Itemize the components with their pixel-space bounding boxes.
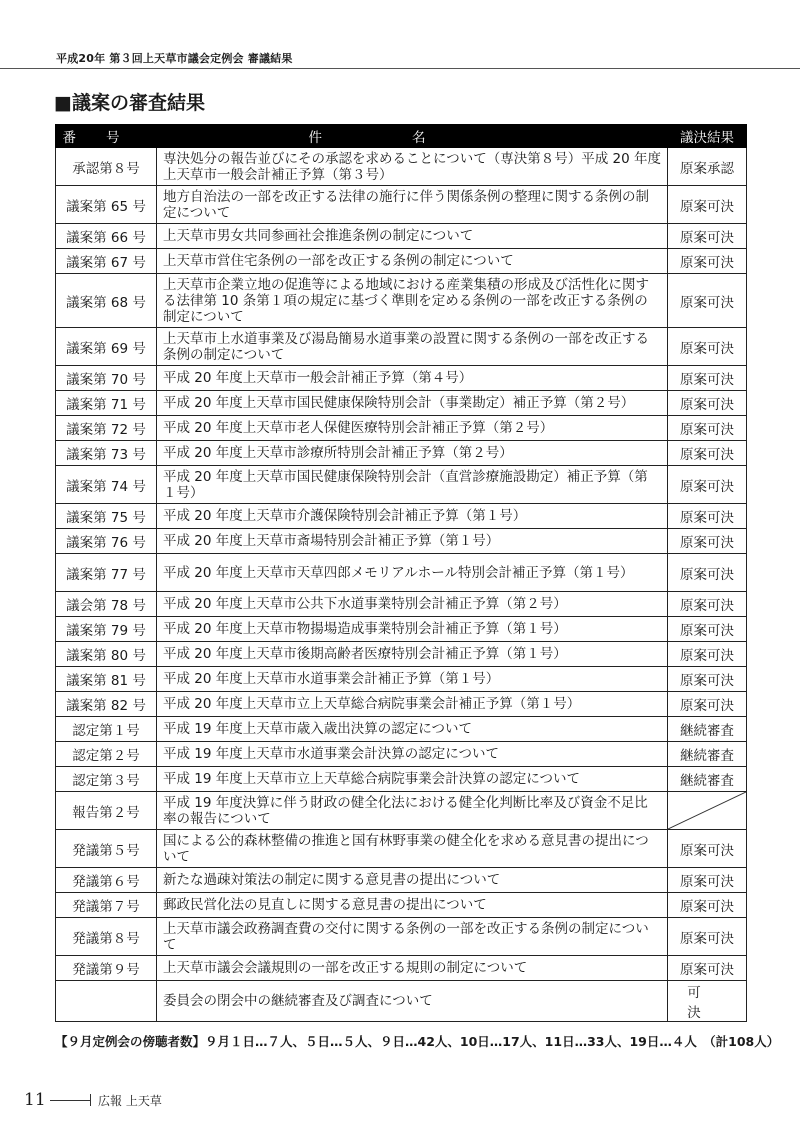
row-result: 可決 bbox=[668, 981, 747, 1022]
row-number: 議案第 80 号 bbox=[56, 642, 157, 667]
table-row bbox=[56, 692, 747, 717]
table-row bbox=[56, 529, 747, 554]
row-title: 上天草市議会政務調査費の交付に関する条例の一部を改正する条例の制定について bbox=[157, 918, 668, 956]
table-row bbox=[56, 249, 747, 274]
table-row bbox=[56, 742, 747, 767]
footer-divider bbox=[90, 1094, 91, 1106]
row-title: 上天草市企業立地の促進等による地域における産業集積の形成及び活性化に関する法律第 10 条第１項の規定に基づく準則を定める条例の一部を改正する条例の制定について bbox=[157, 274, 668, 328]
table-row bbox=[56, 274, 747, 328]
row-result: 原案可決 bbox=[668, 441, 747, 466]
row-title: 平成 20 年度上天草市介護保険特別会計補正予算（第１号） bbox=[157, 504, 668, 529]
row-number: 議案第 73 号 bbox=[56, 441, 157, 466]
row-number: 発議第６号 bbox=[56, 868, 157, 893]
row-title: 平成 20 年度上天草市水道事業会計補正予算（第１号） bbox=[157, 667, 668, 692]
section-title: ■議案の審査結果 bbox=[54, 92, 205, 114]
column-header-result: 議決結果 bbox=[668, 125, 747, 148]
row-number: 認定第１号 bbox=[56, 717, 157, 742]
row-number: 承認第８号 bbox=[56, 148, 157, 186]
table-header-row bbox=[56, 125, 747, 148]
row-number: 発議第７号 bbox=[56, 893, 157, 918]
row-number: 議案第 72 号 bbox=[56, 416, 157, 441]
table-row bbox=[56, 642, 747, 667]
row-title: 上天草市上水道事業及び湯島簡易水道事業の設置に関する条例の一部を改正する条例の制定について bbox=[157, 328, 668, 366]
document-header: 平成20年 第３回上天草市議会定例会 審議結果 bbox=[56, 52, 293, 65]
row-result: 原案可決 bbox=[668, 554, 747, 592]
row-title: 委員会の閉会中の継続審査及び調査について bbox=[157, 981, 668, 1022]
row-result: 原案可決 bbox=[668, 224, 747, 249]
row-title: 平成 20 年度上天草市公共下水道事業特別会計補正予算（第２号） bbox=[157, 592, 668, 617]
table-row bbox=[56, 441, 747, 466]
row-number: 認定第２号 bbox=[56, 742, 157, 767]
row-title: 平成 20 年度上天草市後期高齢者医療特別会計補正予算（第１号） bbox=[157, 642, 668, 667]
row-number: 報告第２号 bbox=[56, 792, 157, 830]
row-title: 地方自治法の一部を改正する法律の施行に伴う関係条例の整理に関する条例の制定について bbox=[157, 186, 668, 224]
row-title: 新たな過疎対策法の制定に関する意見書の提出について bbox=[157, 868, 668, 893]
row-result: 原案可決 bbox=[668, 466, 747, 504]
row-title: 国による公的森林整備の推進と国有林野事業の健全化を求める意見書の提出について bbox=[157, 830, 668, 868]
row-title: 平成 20 年度上天草市国民健康保険特別会計（直営診療施設勘定）補正予算（第１号） bbox=[157, 466, 668, 504]
row-title: 上天草市男女共同参画社会推進条例の制定について bbox=[157, 224, 668, 249]
row-title: 平成 19 年度決算に伴う財政の健全化法における健全化判断比率及び資金不足比率の報告について bbox=[157, 792, 668, 830]
row-title: 上天草市営住宅条例の一部を改正する条例の制定について bbox=[157, 249, 668, 274]
row-result: 継続審査 bbox=[668, 717, 747, 742]
row-number: 議案第 82 号 bbox=[56, 692, 157, 717]
row-result: 原案可決 bbox=[668, 667, 747, 692]
row-number: 議案第 74 号 bbox=[56, 466, 157, 504]
results-table bbox=[55, 124, 747, 1022]
table-row bbox=[56, 617, 747, 642]
row-number: 議案第 66 号 bbox=[56, 224, 157, 249]
publication-name: 広報 上天草 bbox=[98, 1094, 162, 1108]
row-title: 上天草市議会会議規則の一部を改正する規則の制定について bbox=[157, 956, 668, 981]
footer-rule bbox=[50, 1100, 90, 1101]
row-title: 平成 20 年度上天草市斎場特別会計補正予算（第１号） bbox=[157, 529, 668, 554]
table-row bbox=[56, 893, 747, 918]
table-row bbox=[56, 391, 747, 416]
row-title: 平成 19 年度上天草市歳入歳出決算の認定について bbox=[157, 717, 668, 742]
row-result: 原案可決 bbox=[668, 274, 747, 328]
row-title: 平成 20 年度上天草市診療所特別会計補正予算（第２号） bbox=[157, 441, 668, 466]
row-title: 平成 19 年度上天草市水道事業会計決算の認定について bbox=[157, 742, 668, 767]
row-title: 平成 20 年度上天草市国民健康保険特別会計（事業勘定）補正予算（第２号） bbox=[157, 391, 668, 416]
row-title: 郵政民営化法の見直しに関する意見書の提出について bbox=[157, 893, 668, 918]
table-row bbox=[56, 767, 747, 792]
row-result: 原案承認 bbox=[668, 148, 747, 186]
row-result: 原案可決 bbox=[668, 592, 747, 617]
row-number: 議案第 68 号 bbox=[56, 274, 157, 328]
table-row bbox=[56, 868, 747, 893]
row-number: 発議第８号 bbox=[56, 918, 157, 956]
row-title: 平成 20 年度上天草市一般会計補正予算（第４号） bbox=[157, 366, 668, 391]
table-row bbox=[56, 224, 747, 249]
attendance-note: 【９月定例会の傍聴者数】９月１日…７人、５日…５人、９日…42人、10日…17人、11日…33人、19日…４人 （計108人） bbox=[55, 1034, 780, 1049]
table-row bbox=[56, 981, 747, 1022]
row-result: 原案可決 bbox=[668, 918, 747, 956]
row-result: 継続審査 bbox=[668, 767, 747, 792]
table-row bbox=[56, 416, 747, 441]
row-result: 原案可決 bbox=[668, 328, 747, 366]
row-result: 原案可決 bbox=[668, 868, 747, 893]
table-row bbox=[56, 504, 747, 529]
column-header-title: 件名 bbox=[157, 125, 668, 148]
row-number: 議会第 78 号 bbox=[56, 592, 157, 617]
row-number: 議案第 77 号 bbox=[56, 554, 157, 592]
table-row bbox=[56, 186, 747, 224]
row-title: 平成 20 年度上天草市老人保健医療特別会計補正予算（第２号） bbox=[157, 416, 668, 441]
row-result: 原案可決 bbox=[668, 956, 747, 981]
table-row bbox=[56, 554, 747, 592]
row-number: 議案第 71 号 bbox=[56, 391, 157, 416]
row-number bbox=[56, 981, 157, 1022]
row-result: 原案可決 bbox=[668, 366, 747, 391]
table-row bbox=[56, 918, 747, 956]
row-number: 議案第 67 号 bbox=[56, 249, 157, 274]
row-result: 原案可決 bbox=[668, 529, 747, 554]
row-title: 専決処分の報告並びにその承認を求めることについて（専決第８号）平成 20 年度上天草市一般会計補正予算（第３号） bbox=[157, 148, 668, 186]
row-result: 原案可決 bbox=[668, 504, 747, 529]
row-title: 平成 20 年度上天草市天草四郎メモリアルホール特別会計補正予算（第１号） bbox=[157, 554, 668, 592]
table-row bbox=[56, 956, 747, 981]
row-result: 原案可決 bbox=[668, 692, 747, 717]
row-number: 議案第 76 号 bbox=[56, 529, 157, 554]
row-result: 原案可決 bbox=[668, 642, 747, 667]
row-number: 議案第 69 号 bbox=[56, 328, 157, 366]
row-result: 原案可決 bbox=[668, 830, 747, 868]
column-header-number: 番号 bbox=[56, 125, 157, 148]
row-result-empty bbox=[668, 792, 747, 830]
row-number: 議案第 65 号 bbox=[56, 186, 157, 224]
row-result: 継続審査 bbox=[668, 742, 747, 767]
row-result: 原案可決 bbox=[668, 893, 747, 918]
row-result: 原案可決 bbox=[668, 416, 747, 441]
table-row bbox=[56, 830, 747, 868]
row-title: 平成 20 年度上天草市立上天草総合病院事業会計補正予算（第１号） bbox=[157, 692, 668, 717]
row-result: 原案可決 bbox=[668, 186, 747, 224]
table-row bbox=[56, 148, 747, 186]
table-row bbox=[56, 466, 747, 504]
row-number: 議案第 79 号 bbox=[56, 617, 157, 642]
row-number: 議案第 70 号 bbox=[56, 366, 157, 391]
row-result: 原案可決 bbox=[668, 249, 747, 274]
table-row bbox=[56, 717, 747, 742]
row-number: 議案第 75 号 bbox=[56, 504, 157, 529]
row-number: 認定第３号 bbox=[56, 767, 157, 792]
table-row bbox=[56, 328, 747, 366]
row-number: 発議第９号 bbox=[56, 956, 157, 981]
table-row bbox=[56, 592, 747, 617]
diagonal-slash bbox=[668, 792, 746, 829]
header-rule bbox=[0, 68, 800, 69]
row-number: 議案第 81 号 bbox=[56, 667, 157, 692]
row-title: 平成 19 年度上天草市立上天草総合病院事業会計決算の認定について bbox=[157, 767, 668, 792]
page-number: 11 bbox=[24, 1090, 46, 1110]
table-row bbox=[56, 366, 747, 391]
row-title: 平成 20 年度上天草市物揚場造成事業特別会計補正予算（第１号） bbox=[157, 617, 668, 642]
row-number: 発議第５号 bbox=[56, 830, 157, 868]
table-row bbox=[56, 667, 747, 692]
row-result: 原案可決 bbox=[668, 617, 747, 642]
row-result: 原案可決 bbox=[668, 391, 747, 416]
table-row bbox=[56, 792, 747, 830]
